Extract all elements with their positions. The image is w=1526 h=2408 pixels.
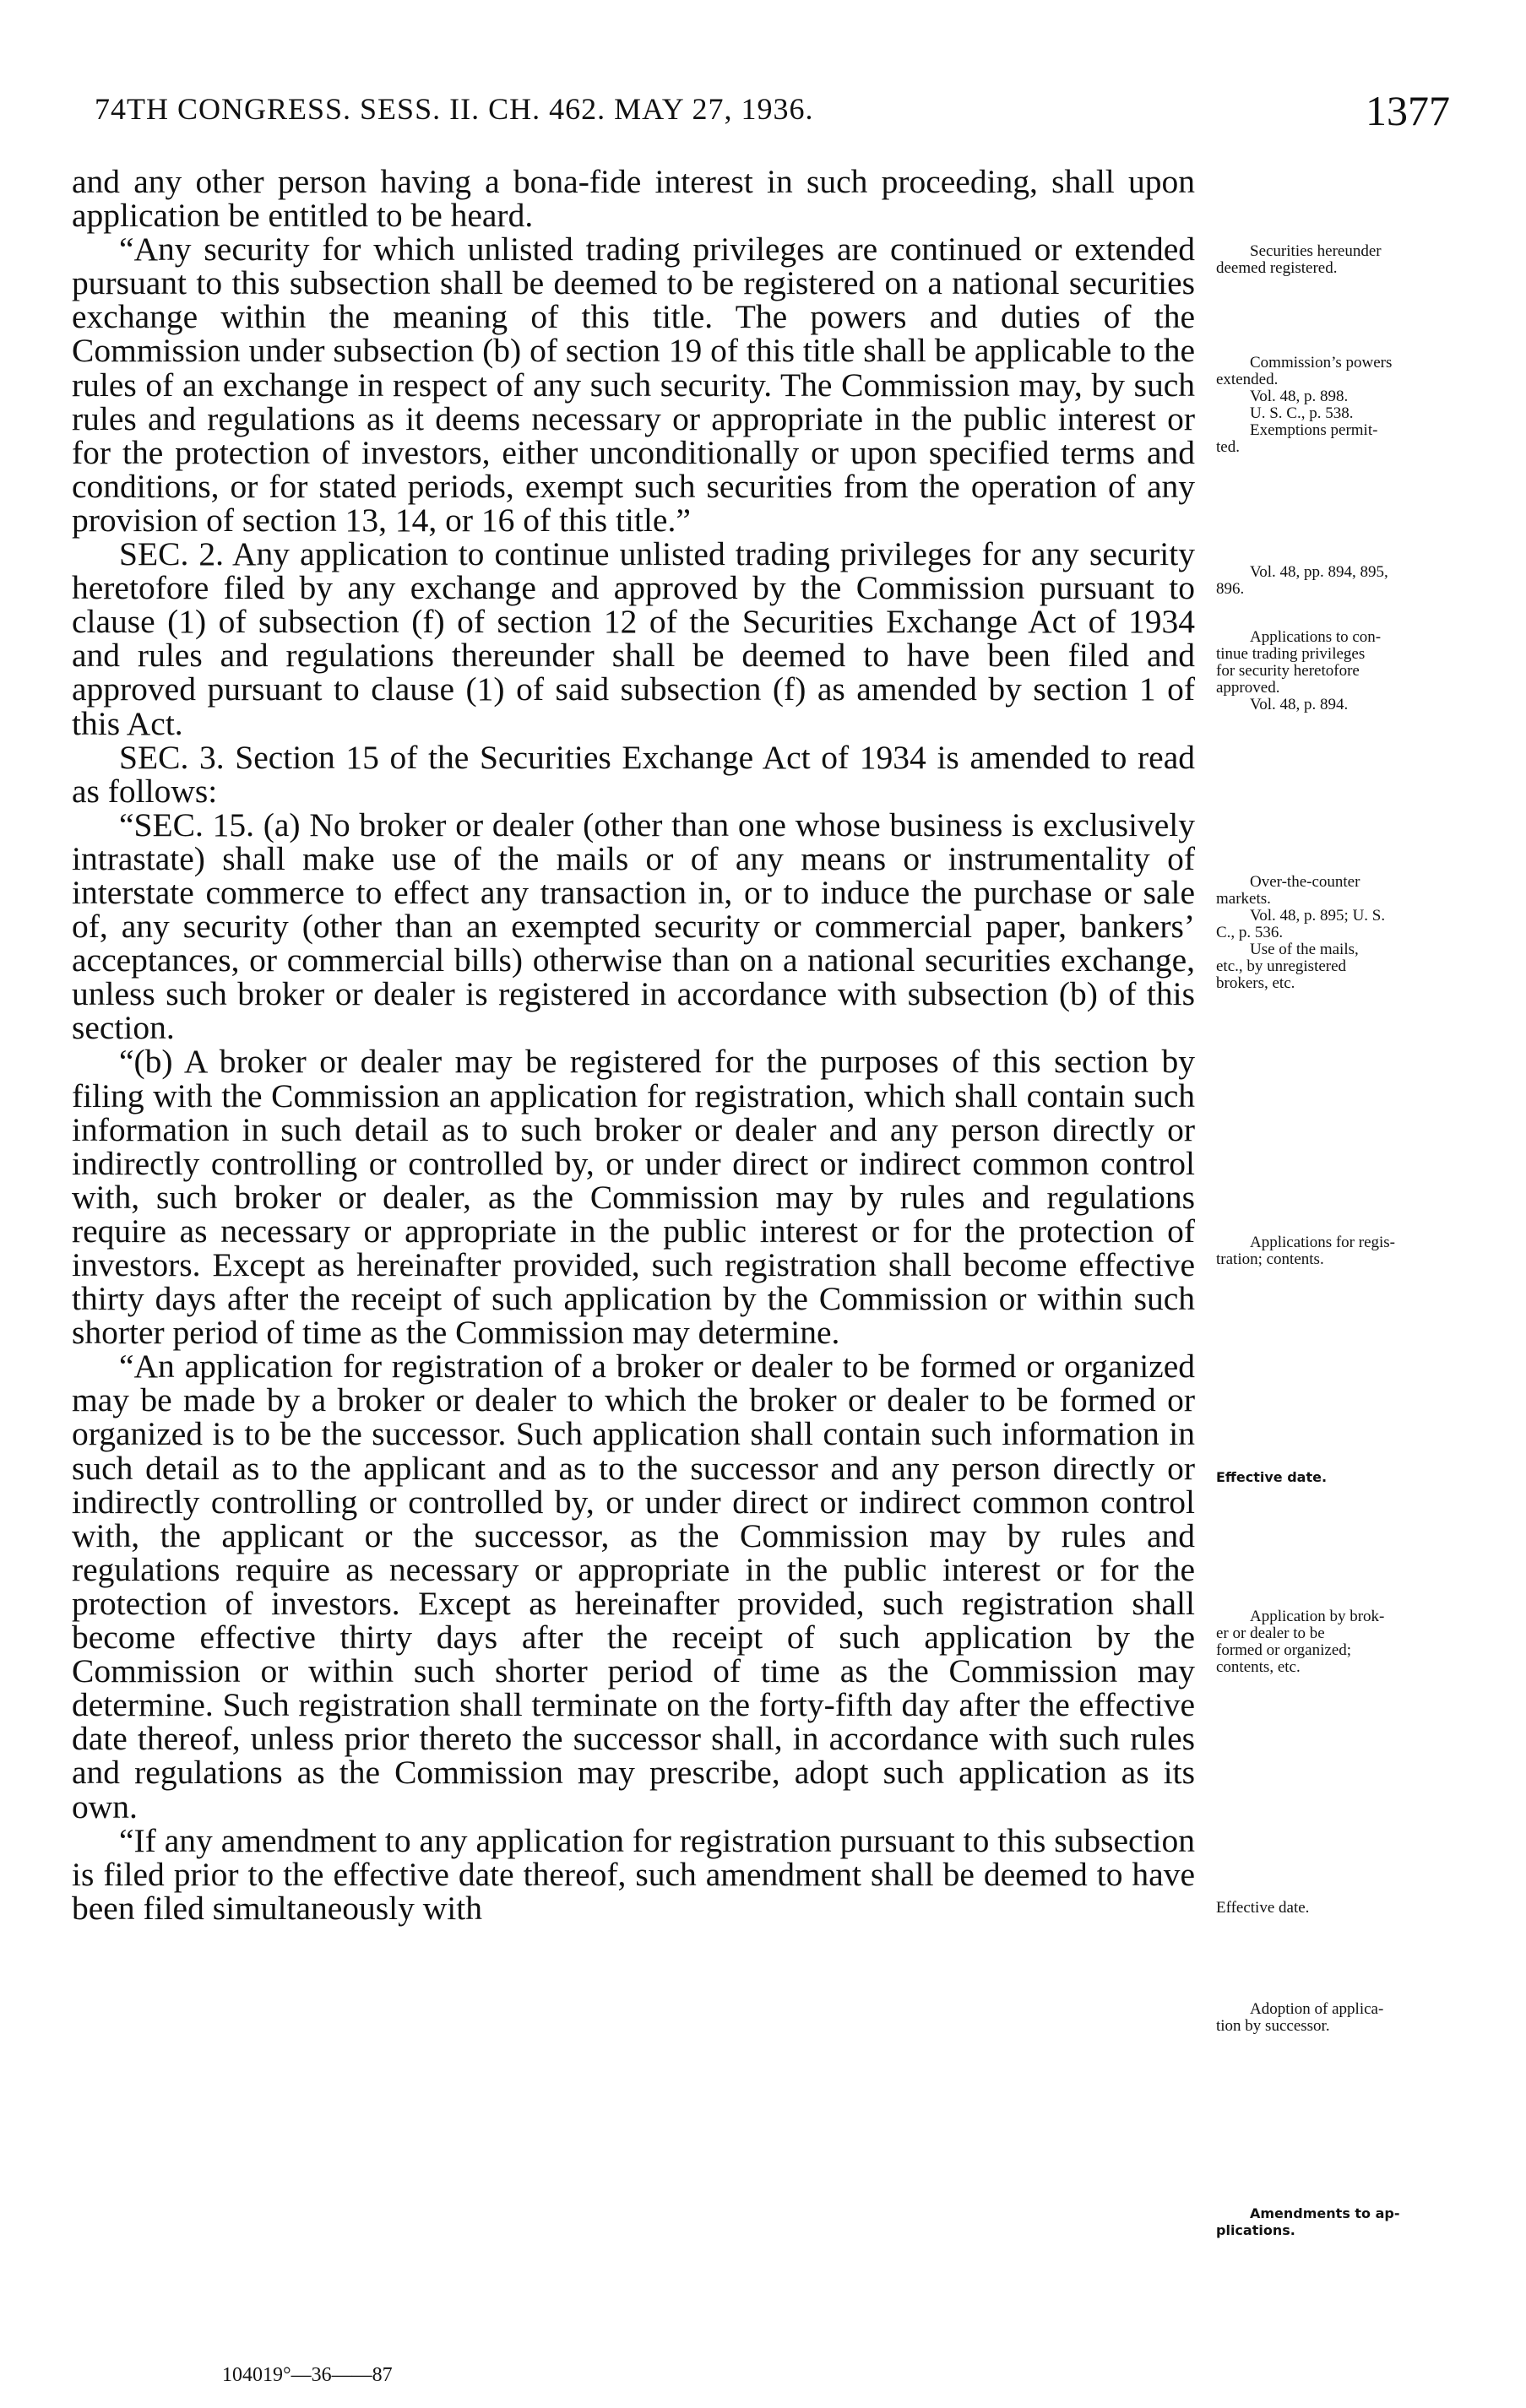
paragraph: “Any security for which unlisted trading privileges are continued or extended pursuant to this subsection shall be deemed to be registered on a national securities exchange within the meaning of this title. The powers and duties of the Commission under subsection (b) of section 19 of this title shall be applicable to the rules of an exchange in respect of any such security. The Commission may, by such rules and regulations as it deems necessary or appropriate in the public interest or for the protection of investors, either unconditionally or upon specified terms and conditions, or for stated periods, exempt such securities from the operation of any provision of section 13, 14, or 16 of this title.” [72, 230, 1195, 539]
marginal-note: Vol. 48, pp. 894, 895, 896. [1216, 563, 1388, 598]
paragraph: “(b) A broker or dealer may be registered for the purposes of this section by filing with the Commission an application for registration, which shall contain such information in such detail as to such broker or dealer and any person directly or indirectly controlling or controlled by, or under direct or indirect common control with, such broker or dealer, as the Commission may by rules and regulations require as necessary or appropriate in the public interest or for the protection of investors. Except as hereinafter provided, such registration shall become effective thirty days after the receipt of such application by the Commission or within such shorter period of time as the Commission may determine. [72, 1043, 1195, 1352]
marginal-note: Effective date. [1216, 1899, 1310, 1917]
marginal-note: Applications to con- tinue trading privileges for security heretofore approved. Vol. 48, p. 894. [1216, 628, 1382, 713]
marginal-note: Commission’s powers extended. Vol. 48, p. 898. U. S. C., p. 538. Exemptions permit- ted. [1216, 354, 1393, 456]
print-code: 104019°—36——87 [222, 2364, 393, 2386]
marginal-note: Amendments to ap- plications. [1216, 2205, 1400, 2238]
paragraph: “An application for registration of a broker or dealer to be formed or organized may be made by a broker or dealer to which the broker or dealer to be formed or organized is to be the successor. Such application shall contain such information in such detail as to the applicant and as to the successor and any person directly or indirectly controlling or controlled by, or under direct or indirect common control with, the applicant or the successor, as the Commission may by rules and regulations require as necessary or appropriate in the public interest or for the protection of investors. Except as hereinafter provided, such registration shall become effective thirty days after the receipt of such application by the Commission or within such shorter period of time as the Commission may determine. Such registration shall terminate on the forty-fifth day after the effective date thereof, unless prior thereto the successor shall, in accordance with such rules and regulations as the Commission may prescribe, adopt such application as its own. [72, 1348, 1195, 1825]
marginal-note: Over-the-counter markets. Vol. 48, p. 895; U. S. C., p. 536. Use of the mails, etc., by unregistered brokers, etc. [1216, 873, 1386, 992]
marginal-note: Application by brok- er or dealer to be formed or organized; contents, etc. [1216, 1608, 1385, 1676]
marginal-note: Adoption of applica- tion by successor. [1216, 2000, 1384, 2035]
marginal-note: Applications for regis- tration; contents. [1216, 1234, 1396, 1268]
paragraph: SEC. 3. Section 15 of the Securities Exchange Act of 1934 is amended to read as follows: [72, 738, 1195, 810]
paragraph: “If any amendment to any application for registration pursuant to this subsection is filed prior to the effective date thereof, such amendment shall be deemed to have been filed simultaneously with [72, 1821, 1195, 1927]
paragraph: and any other person having a bona-fide interest in such proceeding, shall upon application be entitled to be heard. [72, 163, 1195, 235]
main-text [72, 165, 1195, 1925]
paragraph: “SEC. 15. (a) No broker or dealer (other than one whose business is exclusively intrastate) shall make use of the mails or of any means or instrumentality of interstate commerce to effect any transaction in, or to induce the purchase or sale of, any security (other than an exempted security or commercial paper, bankers’ acceptances, or commercial bills) otherwise than on a national securities exchange, unless such broker or dealer is registered in accordance with subsection (b) of this section. [72, 805, 1195, 1047]
marginal-note: Securities hereunder deemed registered. [1216, 242, 1382, 277]
page-header [95, 87, 1450, 142]
paragraph: SEC. 2. Any application to continue unlisted trading privileges for any security heretofore filed by any exchange and approved by the Commission pursuant to clause (1) of subsection (f) of section 12 of the Securities Exchange Act of 1934 and rules and regulations thereunder shall be deemed to have been filed and approved pursuant to clause (1) of said subsection (f) as amended by section 1 of this Act. [72, 535, 1195, 742]
running-head: 74TH CONGRESS. SESS. II. CH. 462. MAY 27, 1936. [95, 92, 814, 126]
marginal-note: Effective date. [1216, 1469, 1328, 1485]
page-number: 1377 [1366, 87, 1450, 134]
